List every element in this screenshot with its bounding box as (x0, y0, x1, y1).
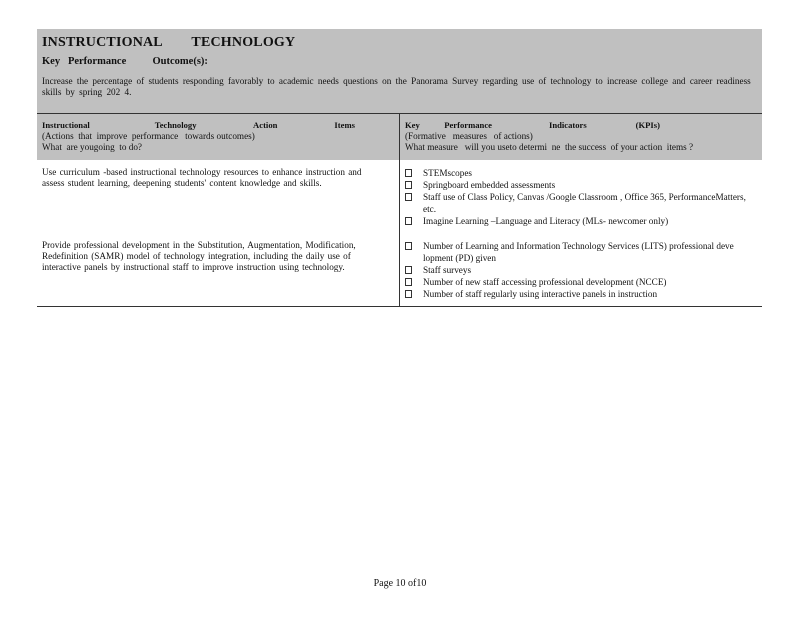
list-item (405, 288, 755, 300)
kpi-text: Staff use of Class Policy, Canvas /Google Classroom , Office 365, PerformanceMatters, etc. (423, 192, 746, 214)
list-item (405, 179, 755, 191)
column-divider (399, 114, 400, 306)
bullet-box-icon (405, 169, 412, 177)
list-item (405, 276, 755, 288)
kpi-subtitle: (Formative measures of actions) (405, 131, 533, 141)
kpi-text: Number of new staff accessing professional development (NCCE) (423, 277, 667, 287)
bullet-box-icon (405, 278, 412, 286)
action-items-header (42, 120, 392, 153)
page-number: Page 10 of10 (373, 578, 427, 589)
action-kpi-table (37, 113, 762, 307)
header-section (37, 29, 762, 113)
bullet-box-icon (405, 290, 412, 298)
kpi-header (405, 120, 755, 153)
kpi-text: Imagine Learning –Language and Literacy (MLs- newcomer only) (423, 216, 669, 226)
bullet-box-icon (405, 181, 412, 189)
action-item: Use curriculum -based instructional technology resources to enhance instruction and assess student learning, deepening students' content knowledge and skills. (42, 167, 362, 188)
kpi-text: Number of staff regularly using interactive panels in instruction (423, 289, 658, 299)
action-items-question: What are yougoing to do? (42, 142, 143, 152)
key-performance-outcomes-label: Key Performance Outcome(s): (42, 56, 208, 67)
action-items-title: Instructional Technology Action Items (42, 120, 355, 130)
kpi-title: Key Performance Indicators (KPIs) (405, 120, 660, 130)
bullet-box-icon (405, 193, 412, 201)
kpi-text: Staff surveys (423, 265, 472, 275)
page-title: INSTRUCTIONAL TECHNOLOGY (42, 35, 296, 50)
kpi-list (405, 240, 755, 300)
kpi-question: What measure will you useto determi ne the success of your action items ? (405, 142, 694, 152)
list-item (405, 191, 755, 215)
list-item (405, 215, 755, 227)
bullet-box-icon (405, 217, 412, 225)
kpi-text: Springboard embedded assessments (423, 180, 556, 190)
action-items-subtitle: (Actions that improve performance towards outcomes) (42, 131, 255, 141)
list-item (405, 240, 755, 264)
kpi-text: Number of Learning and Information Technology Services (LITS) professional deve lopment (PD) given (423, 241, 734, 263)
action-item: Provide professional development in the Substitution, Augmentation, Modification, Redefinition (SAMR) model of technology integration, including the daily use of interactive panels by instructional staff to improve instruction using technology. (42, 240, 356, 272)
list-item (405, 264, 755, 276)
kpi-list (405, 167, 755, 227)
kpi-text: STEMscopes (423, 168, 472, 178)
list-item (405, 167, 755, 179)
bullet-box-icon (405, 242, 412, 250)
bullet-box-icon (405, 266, 412, 274)
outcome-text: Increase the percentage of students responding favorably to academic needs questions on the Panorama Survey regarding use of technology to increase college and career readiness skills by spring 202 4. (42, 76, 751, 97)
